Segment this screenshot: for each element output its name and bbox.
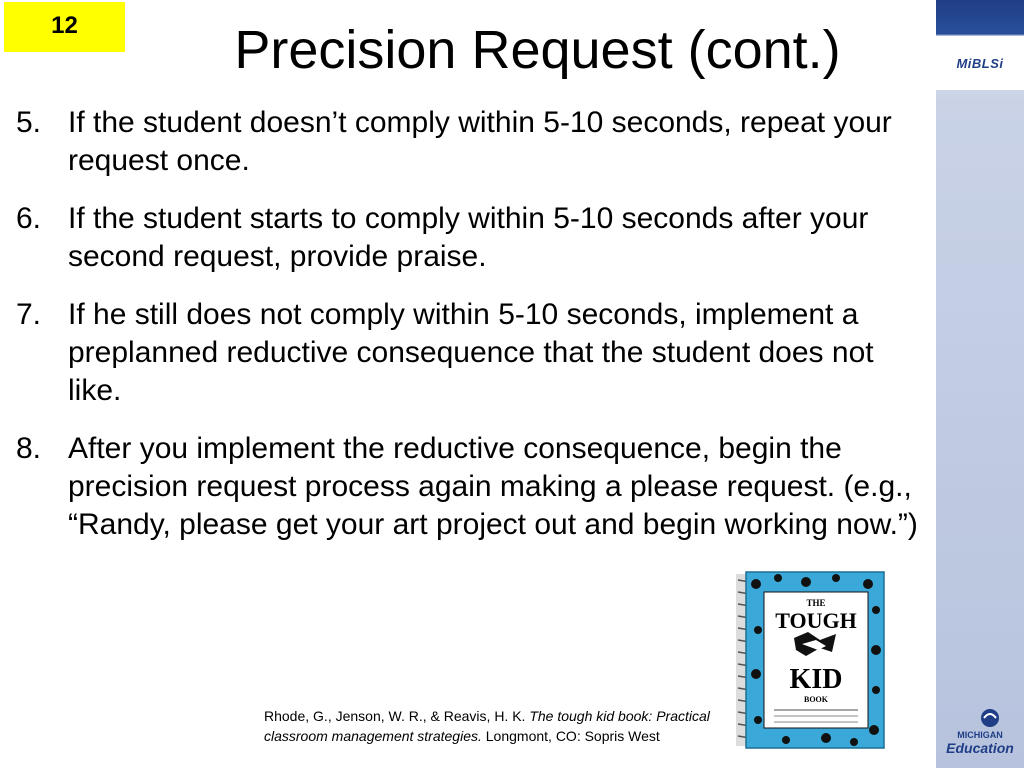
slide-number: 12: [51, 12, 78, 39]
michigan-education-logo: [938, 702, 1022, 762]
citation-publisher: Longmont, CO: Sopris West: [481, 728, 660, 744]
slide-number-badge: [4, 2, 125, 52]
item-text: After you implement the reductive consequence, begin the precision request process again making a please request. (e.g., “Randy, please get your art project out and begin working now.”): [68, 432, 918, 541]
right-decorative-band: [936, 0, 1024, 768]
book-title-line4: BOOK: [803, 695, 829, 704]
item-number: 6.: [16, 202, 42, 235]
logo-education-text: Education: [946, 740, 1014, 756]
book-title-line2: TOUGH: [775, 608, 857, 633]
list-item: [16, 200, 934, 276]
slide-title: Precision Request (cont.): [234, 20, 841, 80]
item-number: 5.: [16, 106, 42, 139]
item-number: 7.: [16, 298, 42, 331]
citation-authors: Rhode, G., Jenson, W. R., & Reavis, H. K.: [264, 708, 530, 724]
item-text: If he still does not comply within 5-10 seconds, implement a preplanned reductive consequence that the student does not like.: [68, 298, 874, 407]
list-item: [16, 104, 934, 180]
list-item: [16, 296, 934, 410]
item-text: If the student doesn’t comply within 5-10 seconds, repeat your request once.: [68, 106, 892, 177]
item-number: 8.: [16, 432, 42, 465]
item-text: If the student starts to comply within 5-10 seconds after your second request, provide praise.: [68, 202, 869, 273]
book-title-line1: THE: [806, 598, 826, 608]
tough-kid-book-cover-image: [736, 570, 886, 750]
citation: [264, 706, 744, 746]
citation-title: The tough kid book: Practical classroom management strategies.: [264, 708, 710, 744]
miblsi-logo: [936, 36, 1024, 90]
steps-list: [16, 104, 934, 564]
book-title-line3: KID: [789, 664, 843, 695]
list-item: [16, 430, 934, 544]
logo-michigan-text: MICHIGAN: [957, 730, 1003, 740]
miblsi-logo-text: MiBLSi: [956, 55, 1004, 71]
michigan-state-icon: [960, 708, 1000, 730]
